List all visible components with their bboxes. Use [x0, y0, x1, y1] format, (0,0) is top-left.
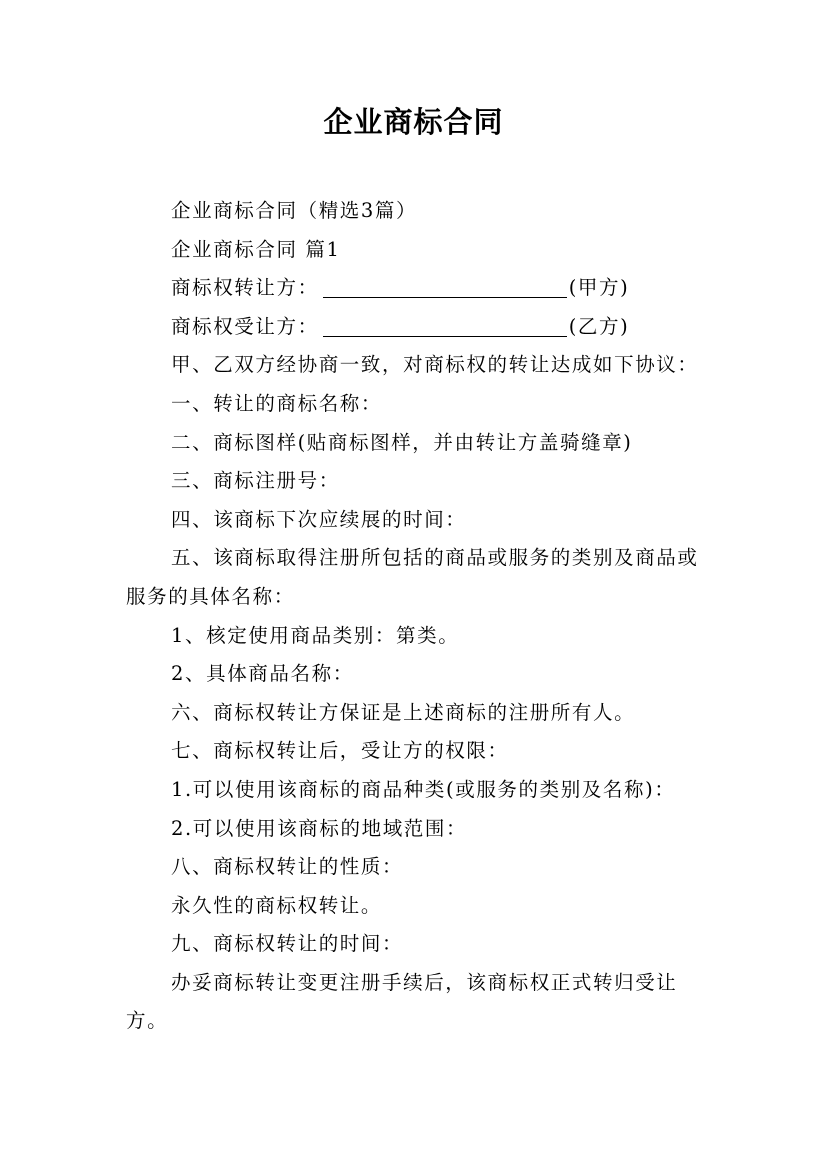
transferor-blank-line [323, 277, 567, 298]
paragraph: 四、该商标下次应续展的时间： [171, 507, 467, 531]
paragraph: 五、该商标取得注册所包括的商品或服务的类别及商品或服务的具体名称： [126, 546, 699, 608]
transferor-suffix: (甲方) [568, 276, 630, 300]
paragraph: 七、商标权转让后，受让方的权限： [171, 739, 509, 763]
transferee-suffix: (乙方) [568, 314, 630, 338]
paragraph: 九、商标权转让的时间： [171, 932, 404, 956]
paragraph: 六、商标权转让方保证是上述商标的注册所有人。 [171, 700, 636, 724]
transferee-line [126, 308, 708, 347]
paragraph: 1.可以使用该商标的商品种类(或服务的类别及名称)： [171, 777, 676, 801]
document-title: 企业商标合同 [323, 105, 504, 139]
transferor-label: 商标权转让方： [171, 276, 319, 300]
paragraph: 永久性的商标权转让。 [171, 893, 383, 917]
paragraph: 甲、乙双方经协商一致，对商标权的转让达成如下协议： [171, 353, 699, 377]
section-heading: 企业商标合同 篇1 [171, 237, 341, 261]
paragraph: 八、商标权转让的性质： [171, 855, 404, 879]
transferee-blank-line [323, 316, 567, 337]
paragraph: 2、具体商品名称： [171, 662, 354, 686]
paragraph: 三、商标注册号： [171, 469, 340, 493]
paragraph: 二、商标图样(贴商标图样，并由转让方盖骑缝章) [171, 430, 633, 454]
document-body [126, 192, 708, 1041]
transferor-line [126, 269, 708, 308]
document-subtitle: 企业商标合同（精选3篇） [171, 199, 418, 222]
paragraph: 办妥商标转让变更注册手续后，该商标权正式转归受让方。 [126, 970, 678, 1033]
transferee-label: 商标权受让方： [171, 314, 319, 338]
paragraph: 一、转让的商标名称： [171, 391, 383, 415]
paragraph: 1、核定使用商品类别：第类。 [171, 623, 460, 647]
paragraph: 2.可以使用该商标的地域范围： [171, 816, 468, 840]
